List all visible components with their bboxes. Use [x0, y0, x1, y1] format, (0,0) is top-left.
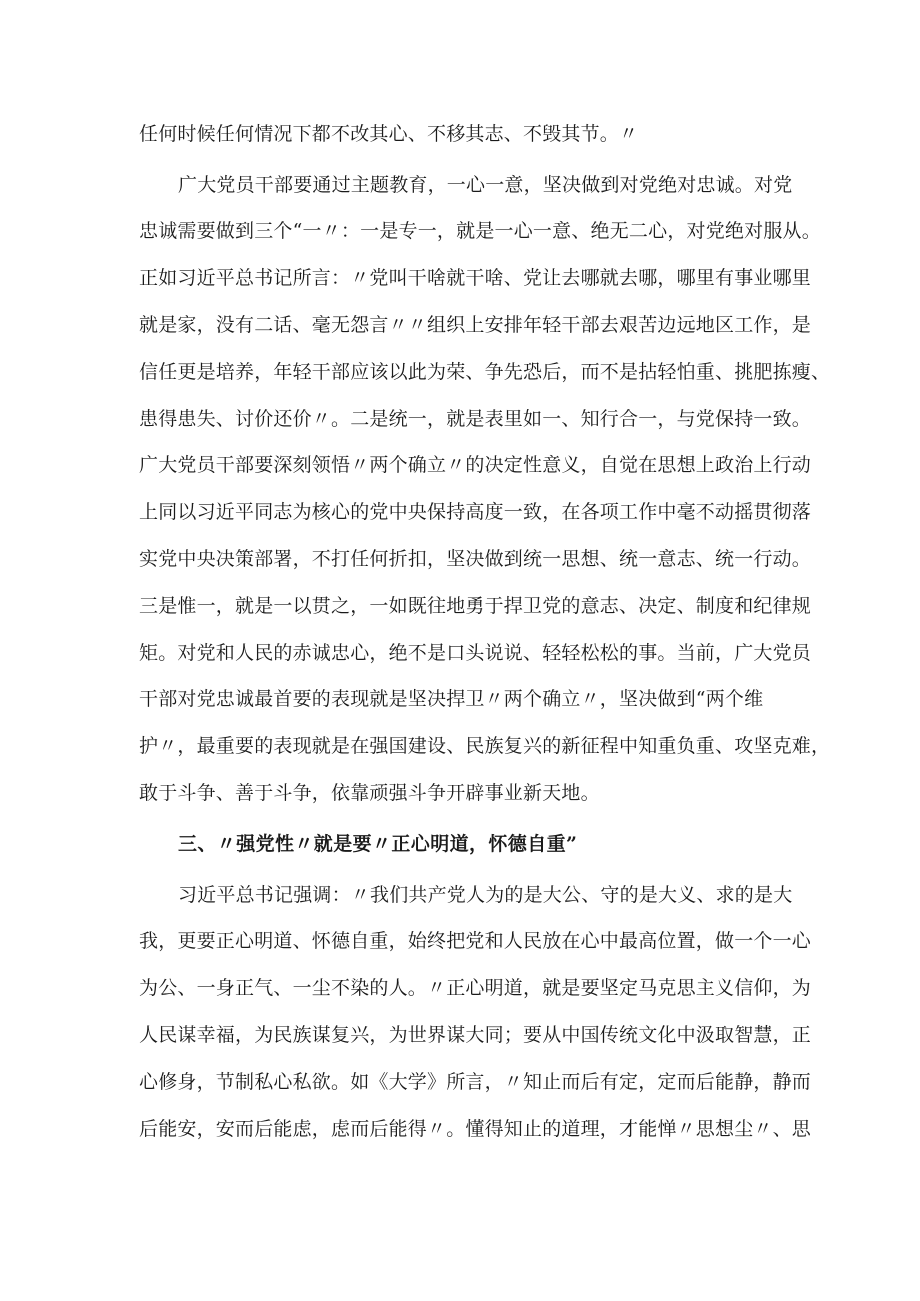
paragraph-line: 三是惟一，就是一以贯之，一如既往地勇于捍卫党的意志、决定、制度和纪律规 [139, 595, 812, 617]
paragraph-line: 实党中央决策部署，不打任何折扣，坚决做到统一思想、统一意志、统一行动。 [139, 548, 812, 570]
paragraph-line: 广大党员干部要通过主题教育，一心一意，坚决做到对党绝对忠诚。对党 [178, 174, 793, 196]
paragraph-line: 患得患失、讨价还价〃。二是统一，就是表里如一、知行合一，与党保持一致。 [139, 408, 812, 430]
paragraph-line: 正如习近平总书记所言：〃党叫干啥就干啥、党让去哪就去哪，哪里有事业哪里 [139, 267, 812, 289]
paragraph-line: 后能安，安而后能虑，虑而后能得〃。懂得知止的道理，才能惮〃思想尘〃、思 [139, 1118, 812, 1140]
paragraph-line: 心修身，节制私心私欲。如《大学》所言，〃知止而后有定，定而后能静，静而 [139, 1071, 812, 1093]
paragraph-line: 为公、一身正气、一尘不染的人。〃正心明道，就是要坚定马克思主义信仰，为 [139, 977, 812, 999]
paragraph-line: 就是家，没有二话、毫无怨言〃〃组织上安排年轻干部去艰苦边远地区工作，是 [139, 314, 812, 336]
paragraph-line: 敢于斗争、善于斗争，依靠顽强斗争开辟事业新天地。 [139, 782, 600, 804]
paragraph-line: 任何时候任何情况下都不改其心、不移其志、不毁其节。〃 [139, 123, 639, 145]
paragraph-line: 上同以习近平同志为核心的党中央保持高度一致，在各项工作中毫不动摇贯彻落 [139, 501, 812, 523]
paragraph-line: 信任更是培养，年轻干部应该以此为荣、争先恐后，而不是拈轻怕重、挑肥拣瘦、 [139, 361, 831, 383]
paragraph-line: 干部对党忠诚最首要的表现就是坚决捍卫〃两个确立〃，坚决做到“两个维 [139, 688, 764, 710]
paragraph-line: 广大党员干部要深刻领悟〃两个确立〃的决定性意义，自觉在思想上政治上行动 [139, 454, 812, 476]
section-heading: 三、〃强党性〃就是要〃正心明道，怀德自重” [178, 833, 578, 855]
paragraph-line: 忠诚需要做到三个“一〃：一是专一，就是一心一意、绝无二心，对党绝对服从。 [139, 220, 821, 242]
paragraph-line: 习近平总书记强调：〃我们共产党人为的是大公、守的是大义、求的是大 [178, 884, 793, 906]
paragraph-line: 我，更要正心明道、怀德自重，始终把党和人民放在心中最高位置，做一个一心 [139, 930, 812, 952]
paragraph-line: 人民谋幸福，为民族谋复兴，为世界谋大同；要从中国传统文化中汲取智慧，正 [139, 1024, 812, 1046]
paragraph-line: 护〃，最重要的表现就是在强国建设、民族复兴的新征程中知重负重、攻坚克难， [139, 735, 831, 757]
paragraph-line: 矩。对党和人民的赤诚忠心，绝不是口头说说、轻轻松松的事。当前，广大党员 [139, 642, 812, 664]
